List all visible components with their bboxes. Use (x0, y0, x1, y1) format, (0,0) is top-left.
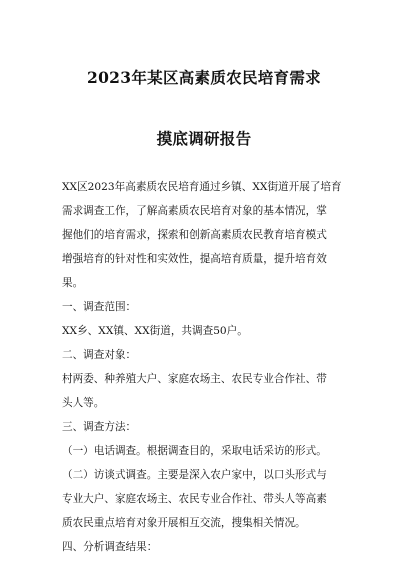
document-title-line-1: 2023年某区高素质农民培育需求 (87, 68, 321, 87)
section-heading: 四、分析调查结果： (62, 541, 158, 553)
section-heading: 二、调查对象： (62, 349, 137, 361)
body-line: XX区2023年高素质农民培育通过乡镇、XX街道开展了培育 (62, 181, 342, 193)
body-line: 需求调查工作，了解高素质农民培育对象的基本情况，掌 (62, 205, 327, 217)
body-line: 专业大户、家庭农场主、农民专业合作社、带头人等高素 (62, 493, 327, 505)
body-line: 增强培育的针对性和实效性，提高培育质量，提升培育效 (62, 253, 327, 265)
document-title-line-2: 摸底调研报告 (156, 129, 252, 148)
body-line: （一）电话调查。根据调查目的，采取电话采访的形式。 (62, 445, 327, 457)
body-line: 村两委、种养殖大户、家庭农场主、农民专业合作社、带 (62, 373, 327, 385)
body-line: 果。 (62, 277, 84, 289)
body-line: 头人等。 (62, 397, 105, 409)
body-line: 握他们的培育需求，探索和创新高素质农民教育培育模式 (62, 229, 327, 241)
body-line: （二）访谈式调查。主要是深入农户家中，以口头形式与 (62, 469, 327, 481)
body-line: XX乡、XX镇、XX街道，共调查50户。 (62, 325, 248, 337)
section-heading: 一、调查范围： (62, 301, 137, 313)
body-line: 质农民重点培育对象开展相互交流，搜集相关情况。 (62, 517, 306, 529)
section-heading: 三、调查方法： (62, 421, 137, 433)
